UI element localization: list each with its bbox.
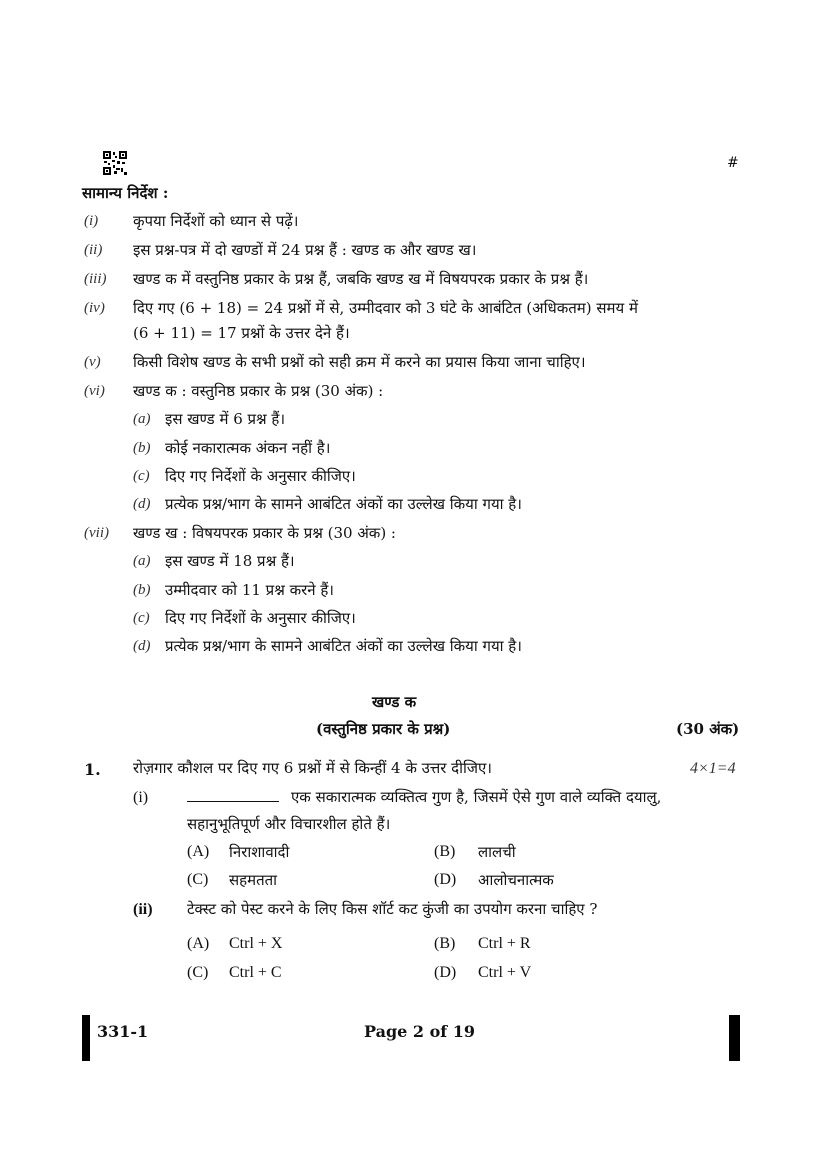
question-text: रोज़गार कौशल पर दिए गए 6 प्रश्नों में से किन्हीं 4 के उत्तर दीजिए। [133,759,492,777]
instr-num: (ii) [84,242,103,258]
question-marks: 4×1=4 [690,760,736,777]
instr-num: (i) [84,213,99,229]
option-text: आलोचनात्मक [478,871,554,889]
general-instructions-title: सामान्य निर्देश : [82,184,169,202]
page-number: Page 2 of 19 [364,1022,475,1041]
part-text [187,787,661,807]
instr-text: किसी विशेष खण्ड के सभी प्रश्नों को सही क्रम में करने का प्रयास किया जाना चाहिए। [133,353,586,371]
instr-num: (v) [84,354,101,370]
sub-num: (b) [133,582,151,598]
option-letter: (A) [187,843,210,860]
qr-code-icon [103,151,127,175]
sub-text: प्रत्येक प्रश्न/भाग के सामने आबंटित अंकों का उल्लेख किया गया है। [165,495,522,513]
answer-blank [187,801,279,802]
option-text: Ctrl + C [229,964,282,981]
option-letter: (B) [434,843,456,860]
sub-text: दिए गए निर्देशों के अनुसार कीजिए। [165,467,356,485]
option-text: निराशावादी [229,843,290,861]
sub-text: इस खण्ड में 18 प्रश्न हैं। [165,552,295,570]
sub-num: (d) [133,638,151,654]
instr-num: (iii) [84,271,107,287]
option-text: Ctrl + X [229,935,283,952]
sub-num: (d) [133,496,151,512]
footer-bar-right [729,1015,740,1061]
instr-text: खण्ड क : वस्तुनिष्ठ प्रकार के प्रश्न (30 अंक) : [133,382,384,400]
sub-text: उम्मीदवार को 11 प्रश्न करने हैं। [165,581,334,599]
instr-num: (vii) [84,525,109,541]
footer-bar-left [82,1015,90,1061]
option-text: सहमतता [229,871,278,889]
sub-num: (c) [133,468,150,484]
section-title: खण्ड क [372,693,417,711]
instr-num: (vi) [84,383,105,399]
instr-text-cont: (6 + 11) = 17 प्रश्नों के उत्तर देने हैं। [133,324,350,342]
sub-num: (c) [133,610,150,626]
option-letter: (C) [187,964,209,981]
instr-num: (iv) [84,300,105,316]
sub-num: (a) [133,553,151,569]
part-text-main: एक सकारात्मक व्यक्तित्व गुण है, जिसमें ऐसे गुण वाले व्यक्ति दयालु, [291,788,662,806]
option-letter: (B) [434,935,456,952]
part-text-cont: सहानुभूतिपूर्ण और विचारशील होते हैं। [187,815,391,833]
sub-num: (a) [133,411,151,427]
sub-text: प्रत्येक प्रश्न/भाग के सामने आबंटित अंकों का उल्लेख किया गया है। [165,637,522,655]
sub-text: दिए गए निर्देशों के अनुसार कीजिए। [165,609,356,627]
option-letter: (D) [434,871,457,888]
page-mark: # [727,155,739,171]
instr-text: इस प्रश्न-पत्र में दो खण्डों में 24 प्रश्न हैं : खण्ड क और खण्ड ख। [133,241,477,259]
instr-text: दिए गए (6 + 18) = 24 प्रश्नों में से, उम्मीदवार को 3 घंटे के आबंटित (अधिकतम) समय में [133,299,638,317]
option-letter: (C) [187,871,209,888]
option-text: Ctrl + V [478,964,532,981]
option-text: Ctrl + R [478,935,531,952]
option-text: लालची [478,843,516,861]
option-letter: (D) [434,964,457,981]
instr-text: खण्ड क में वस्तुनिष्ठ प्रकार के प्रश्न हैं, जबकि खण्ड ख में विषयपरक प्रकार के प्रश्न हैं। [133,270,589,288]
option-letter: (A) [187,935,210,952]
part-text: टेक्स्ट को पेस्ट करने के लिए किस शॉर्ट कट कुंजी का उपयोग करना चाहिए ? [187,900,598,918]
part-number: (ii) [133,901,153,918]
sub-text: कोई नकारात्मक अंकन नहीं है। [165,439,331,457]
section-subtitle: (वस्तुनिष्ठ प्रकार के प्रश्न) [316,720,451,738]
paper-code: 331-1 [97,1022,149,1041]
question-number: 1. [84,760,101,779]
sub-num: (b) [133,440,151,456]
instr-text: खण्ड ख : विषयपरक प्रकार के प्रश्न (30 अंक) : [133,524,396,542]
section-marks: (30 अंक) [676,720,740,738]
part-number: (i) [133,789,149,806]
instr-text: कृपया निर्देशों को ध्यान से पढ़ें। [133,212,299,230]
sub-text: इस खण्ड में 6 प्रश्न हैं। [165,410,286,428]
